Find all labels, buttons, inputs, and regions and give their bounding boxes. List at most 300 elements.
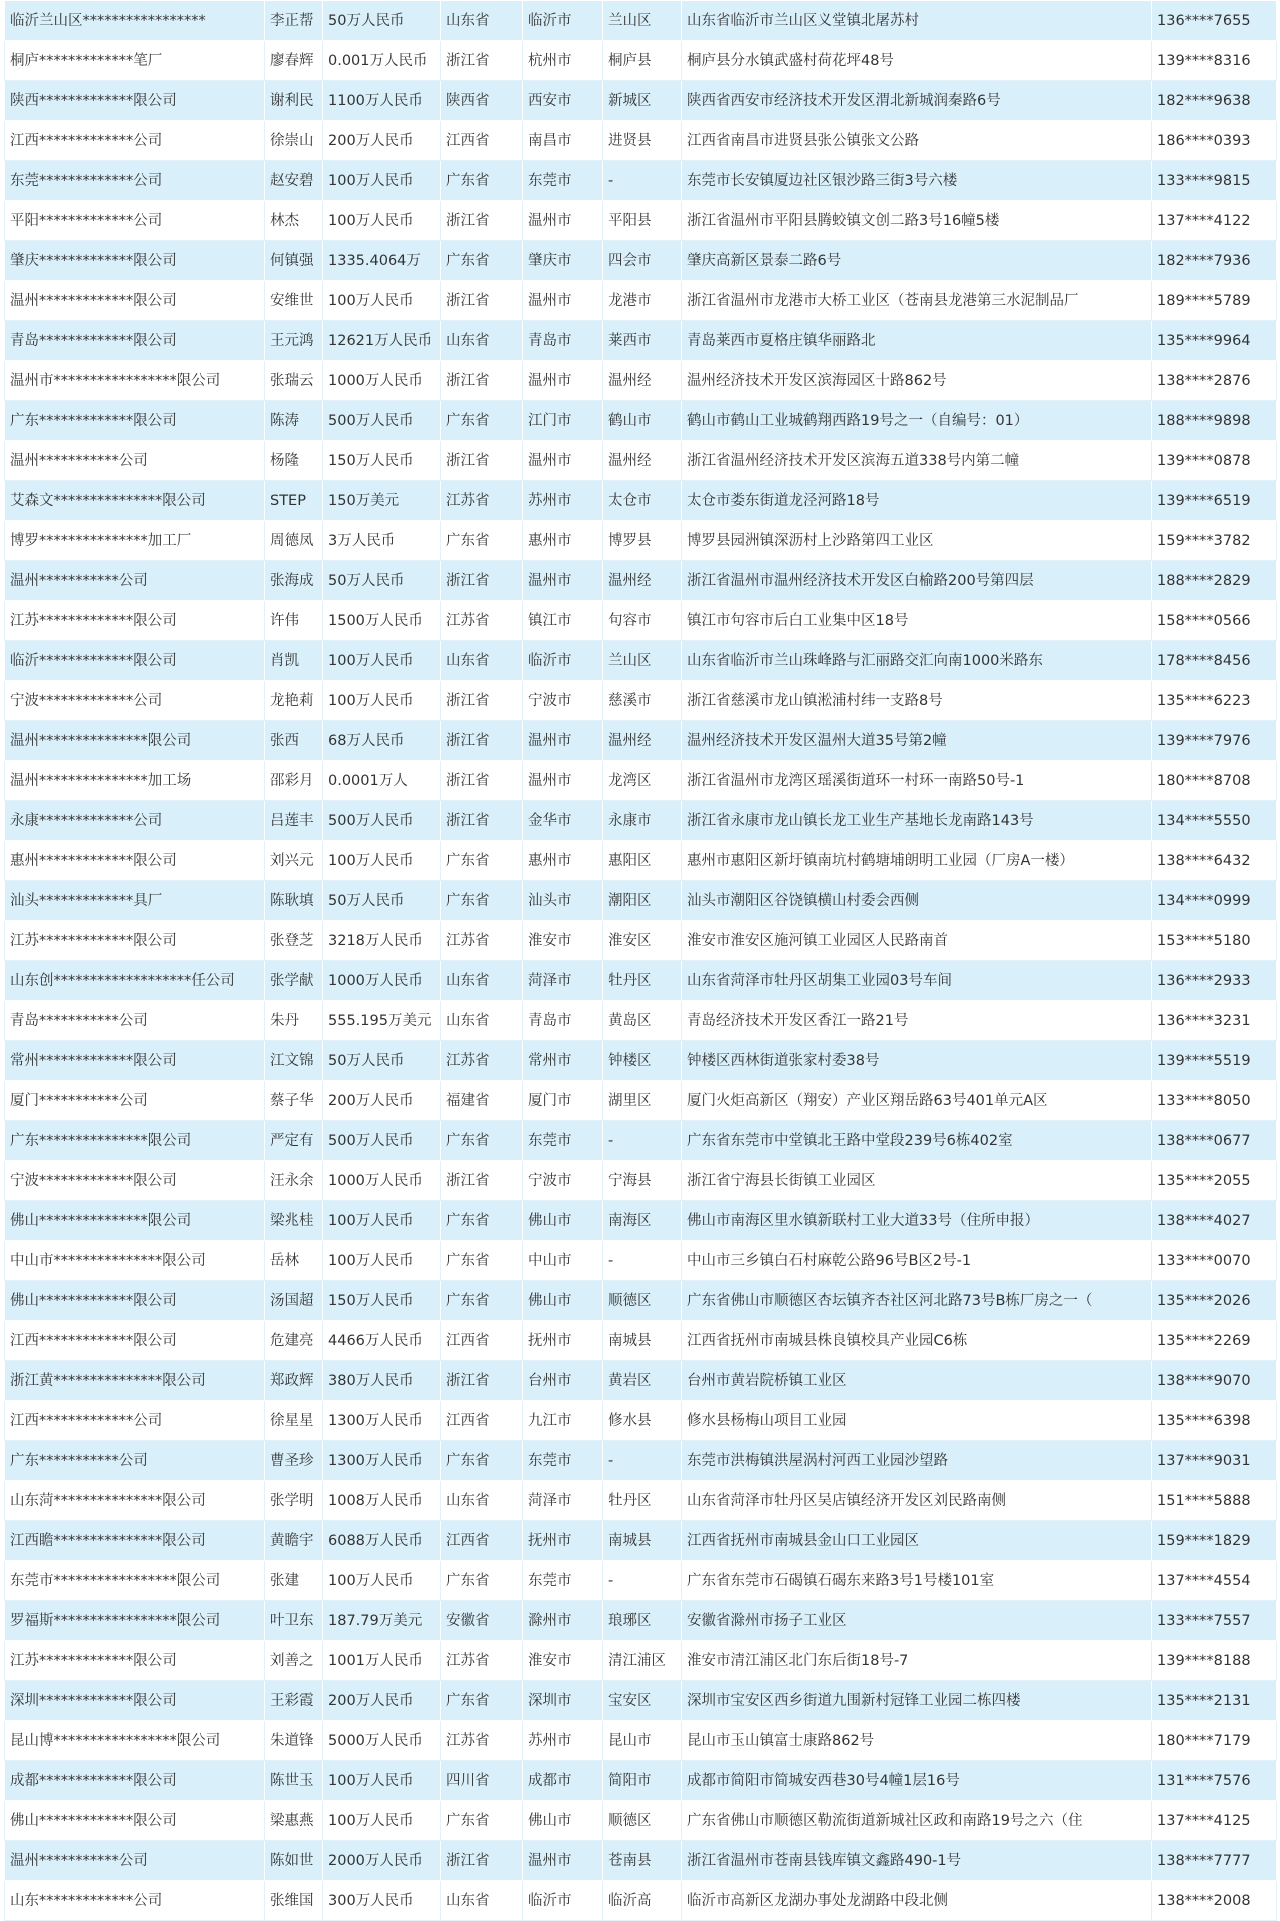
city-cell: 青岛市 bbox=[523, 321, 603, 361]
registered-capital-cell: 1300万人民币 bbox=[323, 1401, 441, 1441]
address-cell: 太仓市娄东街道龙泾河路18号 bbox=[682, 481, 1152, 521]
company-name-cell: 广东***********公司 bbox=[5, 1441, 265, 1481]
table-row bbox=[5, 1641, 1277, 1681]
district-cell: 顺德区 bbox=[603, 1281, 682, 1321]
company-name-cell: 温州***************加工场 bbox=[5, 761, 265, 801]
contact-name-cell: 叶卫东 bbox=[265, 1601, 323, 1641]
contact-name-cell: 张维国 bbox=[265, 1881, 323, 1921]
district-cell: 慈溪市 bbox=[603, 681, 682, 721]
province-cell: 广东省 bbox=[441, 161, 523, 201]
company-name-cell: 温州***********公司 bbox=[5, 1841, 265, 1881]
address-cell: 浙江省温州经济技术开发区滨海五道338号内第二幢 bbox=[682, 441, 1152, 481]
company-name-cell: 常州*************限公司 bbox=[5, 1041, 265, 1081]
table-row bbox=[5, 1081, 1277, 1121]
table-row bbox=[5, 1881, 1277, 1921]
company-name-cell: 临沂*************限公司 bbox=[5, 641, 265, 681]
district-cell: 修水县 bbox=[603, 1401, 682, 1441]
city-cell: 宁波市 bbox=[523, 1161, 603, 1201]
contact-name-cell: 徐星星 bbox=[265, 1401, 323, 1441]
table-row bbox=[5, 1, 1277, 41]
address-cell: 安徽省滁州市扬子工业区 bbox=[682, 1601, 1152, 1641]
city-cell: 西安市 bbox=[523, 81, 603, 121]
contact-name-cell: 刘兴元 bbox=[265, 841, 323, 881]
district-cell: 博罗县 bbox=[603, 521, 682, 561]
district-cell: 温州经 bbox=[603, 721, 682, 761]
district-cell: 南海区 bbox=[603, 1201, 682, 1241]
address-cell: 江西省抚州市南城县株良镇校具产业园C6栋 bbox=[682, 1321, 1152, 1361]
company-name-cell: 温州市*****************限公司 bbox=[5, 361, 265, 401]
table-row bbox=[5, 1161, 1277, 1201]
city-cell: 抚州市 bbox=[523, 1521, 603, 1561]
address-cell: 汕头市潮阳区谷饶镇横山村委会西侧 bbox=[682, 881, 1152, 921]
province-cell: 安徽省 bbox=[441, 1601, 523, 1641]
company-name-cell: 桐庐*************笔厂 bbox=[5, 41, 265, 81]
company-name-cell: 佛山*************限公司 bbox=[5, 1801, 265, 1841]
company-name-cell: 江苏*************限公司 bbox=[5, 921, 265, 961]
registered-capital-cell: 1001万人民币 bbox=[323, 1641, 441, 1681]
city-cell: 淮安市 bbox=[523, 1641, 603, 1681]
address-cell: 青岛经济技术开发区香江一路21号 bbox=[682, 1001, 1152, 1041]
address-cell: 镇江市句容市后白工业集中区18号 bbox=[682, 601, 1152, 641]
city-cell: 中山市 bbox=[523, 1241, 603, 1281]
address-cell: 深圳市宝安区西乡街道九围新村冠锋工业园二栋四楼 bbox=[682, 1681, 1152, 1721]
contact-name-cell: 张西 bbox=[265, 721, 323, 761]
contact-name-cell: 陈如世 bbox=[265, 1841, 323, 1881]
city-cell: 菏泽市 bbox=[523, 961, 603, 1001]
province-cell: 广东省 bbox=[441, 881, 523, 921]
contact-name-cell: 谢利民 bbox=[265, 81, 323, 121]
contact-name-cell: 汤国超 bbox=[265, 1281, 323, 1321]
city-cell: 厦门市 bbox=[523, 1081, 603, 1121]
company-name-cell: 山东创*******************任公司 bbox=[5, 961, 265, 1001]
table-row bbox=[5, 961, 1277, 1001]
registered-capital-cell: 3218万人民币 bbox=[323, 921, 441, 961]
phone-cell: 138****2876 bbox=[1152, 361, 1277, 401]
address-cell: 临沂市高新区龙湖办事处龙湖路中段北侧 bbox=[682, 1881, 1152, 1921]
city-cell: 杭州市 bbox=[523, 41, 603, 81]
contact-name-cell: 王元鸿 bbox=[265, 321, 323, 361]
registered-capital-cell: 1000万人民币 bbox=[323, 361, 441, 401]
phone-cell: 182****7936 bbox=[1152, 241, 1277, 281]
city-cell: 临沂市 bbox=[523, 1881, 603, 1921]
registered-capital-cell: 200万人民币 bbox=[323, 121, 441, 161]
registered-capital-cell: 1008万人民币 bbox=[323, 1481, 441, 1521]
district-cell: 四会市 bbox=[603, 241, 682, 281]
city-cell: 温州市 bbox=[523, 721, 603, 761]
contact-name-cell: 张建 bbox=[265, 1561, 323, 1601]
city-cell: 九江市 bbox=[523, 1401, 603, 1441]
company-name-cell: 佛山*************限公司 bbox=[5, 1281, 265, 1321]
province-cell: 浙江省 bbox=[441, 801, 523, 841]
contact-name-cell: 赵安碧 bbox=[265, 161, 323, 201]
company-name-cell: 深圳*************限公司 bbox=[5, 1681, 265, 1721]
contact-name-cell: 许伟 bbox=[265, 601, 323, 641]
city-cell: 东莞市 bbox=[523, 161, 603, 201]
company-name-cell: 江西瞻***************限公司 bbox=[5, 1521, 265, 1561]
table-row bbox=[5, 481, 1277, 521]
registered-capital-cell: 50万人民币 bbox=[323, 561, 441, 601]
registered-capital-cell: 100万人民币 bbox=[323, 1561, 441, 1601]
city-cell: 温州市 bbox=[523, 361, 603, 401]
table-row bbox=[5, 801, 1277, 841]
district-cell: 湖里区 bbox=[603, 1081, 682, 1121]
registered-capital-cell: 150万人民币 bbox=[323, 441, 441, 481]
address-cell: 广东省佛山市顺德区勒流街道新城社区政和南路19号之六（住 bbox=[682, 1801, 1152, 1841]
province-cell: 浙江省 bbox=[441, 1841, 523, 1881]
district-cell: 莱西市 bbox=[603, 321, 682, 361]
district-cell: 琅琊区 bbox=[603, 1601, 682, 1641]
address-cell: 山东省临沂市兰山区义堂镇北屠苏村 bbox=[682, 1, 1152, 41]
table-row bbox=[5, 1041, 1277, 1081]
city-cell: 青岛市 bbox=[523, 1001, 603, 1041]
province-cell: 广东省 bbox=[441, 241, 523, 281]
company-name-cell: 温州***********公司 bbox=[5, 561, 265, 601]
registered-capital-cell: 150万人民币 bbox=[323, 1281, 441, 1321]
province-cell: 山东省 bbox=[441, 961, 523, 1001]
district-cell: 清江浦区 bbox=[603, 1641, 682, 1681]
province-cell: 山东省 bbox=[441, 1, 523, 41]
city-cell: 苏州市 bbox=[523, 1721, 603, 1761]
address-cell: 鹤山市鹤山工业城鹤翔西路19号之一（自编号：01） bbox=[682, 401, 1152, 441]
table-row bbox=[5, 1441, 1277, 1481]
address-cell: 广东省佛山市顺德区杏坛镇齐杏社区河北路73号B栋厂房之一（ bbox=[682, 1281, 1152, 1321]
city-cell: 温州市 bbox=[523, 201, 603, 241]
phone-cell: 159****3782 bbox=[1152, 521, 1277, 561]
table-row bbox=[5, 1841, 1277, 1881]
table-row bbox=[5, 1681, 1277, 1721]
city-cell: 镇江市 bbox=[523, 601, 603, 641]
city-cell: 台州市 bbox=[523, 1361, 603, 1401]
company-name-cell: 江西*************限公司 bbox=[5, 1321, 265, 1361]
district-cell: 新城区 bbox=[603, 81, 682, 121]
address-cell: 温州经济技术开发区滨海园区十路862号 bbox=[682, 361, 1152, 401]
phone-cell: 178****8456 bbox=[1152, 641, 1277, 681]
address-cell: 肇庆高新区景泰二路6号 bbox=[682, 241, 1152, 281]
contact-name-cell: 张学明 bbox=[265, 1481, 323, 1521]
table-row bbox=[5, 1001, 1277, 1041]
company-name-cell: 温州***********公司 bbox=[5, 441, 265, 481]
city-cell: 临沂市 bbox=[523, 1, 603, 41]
province-cell: 广东省 bbox=[441, 401, 523, 441]
province-cell: 浙江省 bbox=[441, 281, 523, 321]
phone-cell: 139****5519 bbox=[1152, 1041, 1277, 1081]
district-cell: 临沂高 bbox=[603, 1881, 682, 1921]
registered-capital-cell: 200万人民币 bbox=[323, 1081, 441, 1121]
address-cell: 东莞市洪梅镇洪屋涡村河西工业园沙望路 bbox=[682, 1441, 1152, 1481]
province-cell: 四川省 bbox=[441, 1761, 523, 1801]
table-row bbox=[5, 761, 1277, 801]
city-cell: 佛山市 bbox=[523, 1281, 603, 1321]
phone-cell: 137****4122 bbox=[1152, 201, 1277, 241]
registered-capital-cell: 5000万人民币 bbox=[323, 1721, 441, 1761]
phone-cell: 180****8708 bbox=[1152, 761, 1277, 801]
city-cell: 汕头市 bbox=[523, 881, 603, 921]
district-cell: 惠阳区 bbox=[603, 841, 682, 881]
province-cell: 江西省 bbox=[441, 1521, 523, 1561]
address-cell: 中山市三乡镇白石村麻乾公路96号B区2号-1 bbox=[682, 1241, 1152, 1281]
contact-name-cell: 严定有 bbox=[265, 1121, 323, 1161]
district-cell: 龙湾区 bbox=[603, 761, 682, 801]
phone-cell: 139****0878 bbox=[1152, 441, 1277, 481]
province-cell: 广东省 bbox=[441, 1201, 523, 1241]
address-cell: 江西省南昌市进贤县张公镇张文公路 bbox=[682, 121, 1152, 161]
company-name-cell: 平阳*************公司 bbox=[5, 201, 265, 241]
district-cell: 顺德区 bbox=[603, 1801, 682, 1841]
district-cell: 兰山区 bbox=[603, 1, 682, 41]
province-cell: 江苏省 bbox=[441, 601, 523, 641]
contact-name-cell: 何镇强 bbox=[265, 241, 323, 281]
contact-name-cell: 朱道锋 bbox=[265, 1721, 323, 1761]
table-row bbox=[5, 41, 1277, 81]
company-name-cell: 山东*************公司 bbox=[5, 1881, 265, 1921]
phone-cell: 139****7976 bbox=[1152, 721, 1277, 761]
company-name-cell: 罗福斯*****************限公司 bbox=[5, 1601, 265, 1641]
company-name-cell: 成都*************限公司 bbox=[5, 1761, 265, 1801]
contact-name-cell: 邵彩月 bbox=[265, 761, 323, 801]
company-name-cell: 温州*************限公司 bbox=[5, 281, 265, 321]
district-cell: - bbox=[603, 1241, 682, 1281]
table-row bbox=[5, 1201, 1277, 1241]
table-row bbox=[5, 1521, 1277, 1561]
company-name-cell: 浙江黄***************限公司 bbox=[5, 1361, 265, 1401]
table-row bbox=[5, 161, 1277, 201]
table-row bbox=[5, 1601, 1277, 1641]
address-cell: 成都市简阳市简城安西巷30号4幢1层16号 bbox=[682, 1761, 1152, 1801]
registered-capital-cell: 500万人民币 bbox=[323, 401, 441, 441]
company-name-cell: 汕头*************具厂 bbox=[5, 881, 265, 921]
district-cell: - bbox=[603, 161, 682, 201]
city-cell: 温州市 bbox=[523, 561, 603, 601]
district-cell: 句容市 bbox=[603, 601, 682, 641]
company-table bbox=[4, 0, 1277, 1921]
contact-name-cell: 吕莲丰 bbox=[265, 801, 323, 841]
phone-cell: 137****4125 bbox=[1152, 1801, 1277, 1841]
province-cell: 江苏省 bbox=[441, 921, 523, 961]
district-cell: 黄岛区 bbox=[603, 1001, 682, 1041]
table-row bbox=[5, 841, 1277, 881]
contact-name-cell: 梁惠燕 bbox=[265, 1801, 323, 1841]
address-cell: 浙江省温州市温州经济技术开发区白榆路200号第四层 bbox=[682, 561, 1152, 601]
city-cell: 惠州市 bbox=[523, 841, 603, 881]
phone-cell: 188****2829 bbox=[1152, 561, 1277, 601]
company-name-cell: 广东*************限公司 bbox=[5, 401, 265, 441]
province-cell: 山东省 bbox=[441, 1881, 523, 1921]
district-cell: 宁海县 bbox=[603, 1161, 682, 1201]
district-cell: 昆山市 bbox=[603, 1721, 682, 1761]
registered-capital-cell: 1000万人民币 bbox=[323, 961, 441, 1001]
city-cell: 温州市 bbox=[523, 281, 603, 321]
address-cell: 江西省抚州市南城县金山口工业园区 bbox=[682, 1521, 1152, 1561]
city-cell: 深圳市 bbox=[523, 1681, 603, 1721]
phone-cell: 159****1829 bbox=[1152, 1521, 1277, 1561]
table-body bbox=[5, 1, 1277, 1921]
registered-capital-cell: 50万人民币 bbox=[323, 1041, 441, 1081]
contact-name-cell: 陈世玉 bbox=[265, 1761, 323, 1801]
district-cell: 温州经 bbox=[603, 441, 682, 481]
province-cell: 福建省 bbox=[441, 1081, 523, 1121]
address-cell: 浙江省永康市龙山镇长龙工业生产基地长龙南路143号 bbox=[682, 801, 1152, 841]
district-cell: 温州经 bbox=[603, 561, 682, 601]
district-cell: 苍南县 bbox=[603, 1841, 682, 1881]
contact-name-cell: 张学献 bbox=[265, 961, 323, 1001]
address-cell: 广东省东莞市石碣镇石碣东来路3号1号楼101室 bbox=[682, 1561, 1152, 1601]
company-name-cell: 永康*************公司 bbox=[5, 801, 265, 841]
province-cell: 浙江省 bbox=[441, 561, 523, 601]
contact-name-cell: 郑政辉 bbox=[265, 1361, 323, 1401]
contact-name-cell: 廖春辉 bbox=[265, 41, 323, 81]
address-cell: 台州市黄岩院桥镇工业区 bbox=[682, 1361, 1152, 1401]
phone-cell: 134****0999 bbox=[1152, 881, 1277, 921]
table-row bbox=[5, 401, 1277, 441]
district-cell: 淮安区 bbox=[603, 921, 682, 961]
registered-capital-cell: 1000万人民币 bbox=[323, 1161, 441, 1201]
table-row bbox=[5, 1281, 1277, 1321]
province-cell: 浙江省 bbox=[441, 761, 523, 801]
district-cell: 南城县 bbox=[603, 1321, 682, 1361]
registered-capital-cell: 1335.4064万 bbox=[323, 241, 441, 281]
address-cell: 浙江省慈溪市龙山镇淞浦村纬一支路8号 bbox=[682, 681, 1152, 721]
phone-cell: 136****2933 bbox=[1152, 961, 1277, 1001]
table-row bbox=[5, 361, 1277, 401]
province-cell: 山东省 bbox=[441, 641, 523, 681]
company-name-cell: 佛山***************限公司 bbox=[5, 1201, 265, 1241]
phone-cell: 135****9964 bbox=[1152, 321, 1277, 361]
table-row bbox=[5, 681, 1277, 721]
address-cell: 厦门火炬高新区（翔安）产业区翔岳路63号401单元A区 bbox=[682, 1081, 1152, 1121]
company-name-cell: 宁波*************限公司 bbox=[5, 1161, 265, 1201]
company-name-cell: 临沂兰山区***************** bbox=[5, 1, 265, 41]
company-name-cell: 艾森文***************限公司 bbox=[5, 481, 265, 521]
address-cell: 博罗县园洲镇深沥村上沙路第四工业区 bbox=[682, 521, 1152, 561]
contact-name-cell: STEP bbox=[265, 481, 323, 521]
phone-cell: 134****5550 bbox=[1152, 801, 1277, 841]
company-name-cell: 陕西*************限公司 bbox=[5, 81, 265, 121]
phone-cell: 135****6398 bbox=[1152, 1401, 1277, 1441]
company-name-cell: 昆山博*****************限公司 bbox=[5, 1721, 265, 1761]
phone-cell: 186****0393 bbox=[1152, 121, 1277, 161]
table-row bbox=[5, 641, 1277, 681]
registered-capital-cell: 68万人民币 bbox=[323, 721, 441, 761]
district-cell: 桐庐县 bbox=[603, 41, 682, 81]
registered-capital-cell: 500万人民币 bbox=[323, 1121, 441, 1161]
table-row bbox=[5, 321, 1277, 361]
company-name-cell: 惠州*************限公司 bbox=[5, 841, 265, 881]
district-cell: 钟楼区 bbox=[603, 1041, 682, 1081]
city-cell: 滁州市 bbox=[523, 1601, 603, 1641]
district-cell: 牡丹区 bbox=[603, 961, 682, 1001]
province-cell: 广东省 bbox=[441, 521, 523, 561]
city-cell: 常州市 bbox=[523, 1041, 603, 1081]
city-cell: 东莞市 bbox=[523, 1561, 603, 1601]
registered-capital-cell: 500万人民币 bbox=[323, 801, 441, 841]
registered-capital-cell: 100万人民币 bbox=[323, 841, 441, 881]
city-cell: 江门市 bbox=[523, 401, 603, 441]
district-cell: - bbox=[603, 1561, 682, 1601]
contact-name-cell: 张登芝 bbox=[265, 921, 323, 961]
registered-capital-cell: 100万人民币 bbox=[323, 1201, 441, 1241]
company-name-cell: 温州***************限公司 bbox=[5, 721, 265, 761]
registered-capital-cell: 100万人民币 bbox=[323, 1241, 441, 1281]
table-row bbox=[5, 1761, 1277, 1801]
registered-capital-cell: 555.195万美元 bbox=[323, 1001, 441, 1041]
address-cell: 广东省东莞市中堂镇北王路中堂段239号6栋402室 bbox=[682, 1121, 1152, 1161]
address-cell: 浙江省温州市苍南县钱库镇文鑫路490-1号 bbox=[682, 1841, 1152, 1881]
contact-name-cell: 江文锦 bbox=[265, 1041, 323, 1081]
contact-name-cell: 张瑞云 bbox=[265, 361, 323, 401]
province-cell: 江西省 bbox=[441, 1321, 523, 1361]
city-cell: 淮安市 bbox=[523, 921, 603, 961]
registered-capital-cell: 100万人民币 bbox=[323, 201, 441, 241]
province-cell: 浙江省 bbox=[441, 721, 523, 761]
address-cell: 淮安市淮安区施河镇工业园区人民路南首 bbox=[682, 921, 1152, 961]
phone-cell: 189****5789 bbox=[1152, 281, 1277, 321]
district-cell: 兰山区 bbox=[603, 641, 682, 681]
contact-name-cell: 朱丹 bbox=[265, 1001, 323, 1041]
address-cell: 浙江省温州市平阳县腾蛟镇文创二路3号16幢5楼 bbox=[682, 201, 1152, 241]
address-cell: 山东省菏泽市牡丹区吴店镇经济开发区刘民路南侧 bbox=[682, 1481, 1152, 1521]
registered-capital-cell: 100万人民币 bbox=[323, 681, 441, 721]
city-cell: 抚州市 bbox=[523, 1321, 603, 1361]
phone-cell: 135****2055 bbox=[1152, 1161, 1277, 1201]
province-cell: 广东省 bbox=[441, 1441, 523, 1481]
address-cell: 山东省临沂市兰山珠峰路与汇丽路交汇向南1000米路东 bbox=[682, 641, 1152, 681]
province-cell: 江苏省 bbox=[441, 481, 523, 521]
registered-capital-cell: 100万人民币 bbox=[323, 641, 441, 681]
table-row bbox=[5, 881, 1277, 921]
district-cell: 简阳市 bbox=[603, 1761, 682, 1801]
table-row bbox=[5, 1241, 1277, 1281]
province-cell: 广东省 bbox=[441, 1801, 523, 1841]
company-name-cell: 江苏*************限公司 bbox=[5, 601, 265, 641]
registered-capital-cell: 100万人民币 bbox=[323, 281, 441, 321]
phone-cell: 139****8316 bbox=[1152, 41, 1277, 81]
province-cell: 广东省 bbox=[441, 1561, 523, 1601]
district-cell: 平阳县 bbox=[603, 201, 682, 241]
phone-cell: 137****4554 bbox=[1152, 1561, 1277, 1601]
contact-name-cell: 林杰 bbox=[265, 201, 323, 241]
phone-cell: 138****2008 bbox=[1152, 1881, 1277, 1921]
table-row bbox=[5, 241, 1277, 281]
phone-cell: 131****7576 bbox=[1152, 1761, 1277, 1801]
contact-name-cell: 杨隆 bbox=[265, 441, 323, 481]
registered-capital-cell: 100万人民币 bbox=[323, 1801, 441, 1841]
company-name-cell: 东莞市*****************限公司 bbox=[5, 1561, 265, 1601]
phone-cell: 138****6432 bbox=[1152, 841, 1277, 881]
phone-cell: 138****0677 bbox=[1152, 1121, 1277, 1161]
company-name-cell: 肇庆*************限公司 bbox=[5, 241, 265, 281]
city-cell: 宁波市 bbox=[523, 681, 603, 721]
phone-cell: 139****6519 bbox=[1152, 481, 1277, 521]
table-row bbox=[5, 1401, 1277, 1441]
address-cell: 浙江省温州市龙港市大桥工业区（苍南县龙港第三水泥制品厂 bbox=[682, 281, 1152, 321]
province-cell: 浙江省 bbox=[441, 441, 523, 481]
province-cell: 广东省 bbox=[441, 1121, 523, 1161]
table-row bbox=[5, 1321, 1277, 1361]
district-cell: 进贤县 bbox=[603, 121, 682, 161]
table-row bbox=[5, 601, 1277, 641]
address-cell: 桐庐县分水镇武盛村荷花坪48号 bbox=[682, 41, 1152, 81]
table-row bbox=[5, 201, 1277, 241]
company-name-cell: 宁波*************公司 bbox=[5, 681, 265, 721]
city-cell: 佛山市 bbox=[523, 1201, 603, 1241]
province-cell: 山东省 bbox=[441, 321, 523, 361]
table-row bbox=[5, 561, 1277, 601]
district-cell: 永康市 bbox=[603, 801, 682, 841]
city-cell: 温州市 bbox=[523, 441, 603, 481]
registered-capital-cell: 187.79万美元 bbox=[323, 1601, 441, 1641]
address-cell: 温州经济技术开发区温州大道35号第2幢 bbox=[682, 721, 1152, 761]
registered-capital-cell: 50万人民币 bbox=[323, 1, 441, 41]
